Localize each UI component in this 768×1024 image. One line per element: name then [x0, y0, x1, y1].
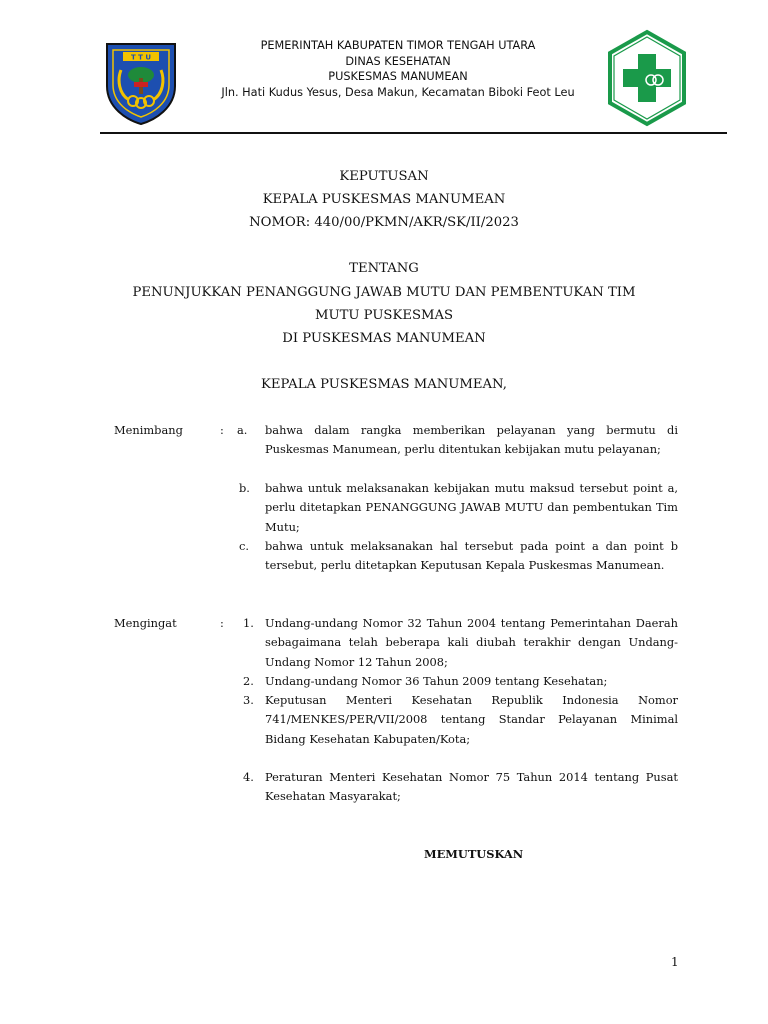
subject-line-2: MUTU PUSKESMAS	[314, 308, 454, 323]
letterhead-government: PEMERINTAH KABUPATEN TIMOR TENGAH UTARA	[260, 39, 536, 52]
mengingat-marker-3: 3.	[243, 693, 254, 707]
menimbang-item-c: bahwa untuk melaksanakan hal tersebut pada point a dan point b tersebut, perlu ditetapkan Keputusan Kepala Puskesmas Manumean.	[265, 539, 678, 573]
mengingat-colon: :	[220, 616, 224, 630]
mengingat-marker-1: 1.	[243, 616, 254, 630]
puskesmas-logo	[603, 26, 691, 130]
letterhead-divider	[100, 132, 727, 134]
mengingat-label: Mengingat	[114, 616, 177, 630]
menimbang-item-b: bahwa untuk melaksanakan kebijakan mutu maksud tersebut point a, perlu ditetapkan PENANGGUNG JAWAB MUTU dan pembentukan Tim Mutu;	[265, 481, 678, 534]
mengingat-item-2: Undang-undang Nomor 36 Tahun 2009 tentang Kesehatan;	[265, 674, 608, 688]
subject-line-3: DI PUSKESMAS MANUMEAN	[282, 331, 486, 346]
mengingat-item-1: Undang-undang Nomor 32 Tahun 2004 tentang Pemerintahan Daerah sebagaimana telah beberapa kali diubah terakhir dengan Undang-Undang Nomor 12 Tahun 2008;	[265, 616, 678, 669]
letterhead-address: Jln. Hati Kudus Yesus, Desa Makun, Kecamatan Biboki Feot Leu	[221, 85, 575, 99]
letterhead-department: DINAS KESEHATAN	[345, 54, 451, 68]
mengingat-item-4: Peraturan Menteri Kesehatan Nomor 75 Tahun 2014 tentang Pusat Kesehatan Masyarakat;	[265, 770, 678, 804]
mengingat-marker-2: 2.	[243, 674, 254, 688]
letterhead-institution: PUSKESMAS MANUMEAN	[328, 70, 468, 83]
kabupaten-ttu-emblem	[103, 38, 179, 126]
menimbang-marker-a: a.	[237, 423, 248, 437]
menimbang-marker-b: b.	[239, 481, 250, 495]
decides-heading: MEMUTUSKAN	[424, 847, 524, 861]
svg-text:T T U: T T U	[130, 53, 152, 62]
menimbang-colon: :	[220, 423, 224, 437]
letterhead	[190, 38, 606, 100]
menimbang-label: Menimbang	[114, 423, 183, 437]
decision-authority: KEPALA PUSKESMAS MANUMEAN	[262, 192, 506, 207]
subject-line-1: PENUNJUKKAN PENANGGUNG JAWAB MUTU DAN PEMBENTUKAN TIM	[132, 285, 636, 300]
menimbang-item-a: bahwa dalam rangka memberikan pelayanan yang bermutu di Puskesmas Manumean, perlu ditentukan kebijakan mutu pelayanan;	[265, 423, 678, 457]
decision-number: NOMOR: 440/00/PKMN/AKR/SK/II/2023	[249, 215, 519, 230]
page-number: 1	[671, 955, 679, 969]
issuer: KEPALA PUSKESMAS MANUMEAN,	[261, 377, 507, 392]
mengingat-marker-4: 4.	[243, 770, 254, 784]
subject-about: TENTANG	[349, 261, 419, 276]
menimbang-marker-c: c.	[239, 539, 250, 553]
mengingat-item-3: Keputusan Menteri Kesehatan Republik Indonesia Nomor 741/MENKES/PER/VII/2008 tentang Standar Pelayanan Minimal Bidang Kesehatan Kabupaten/Kota;	[265, 693, 678, 746]
decision-title: KEPUTUSAN	[339, 169, 429, 184]
